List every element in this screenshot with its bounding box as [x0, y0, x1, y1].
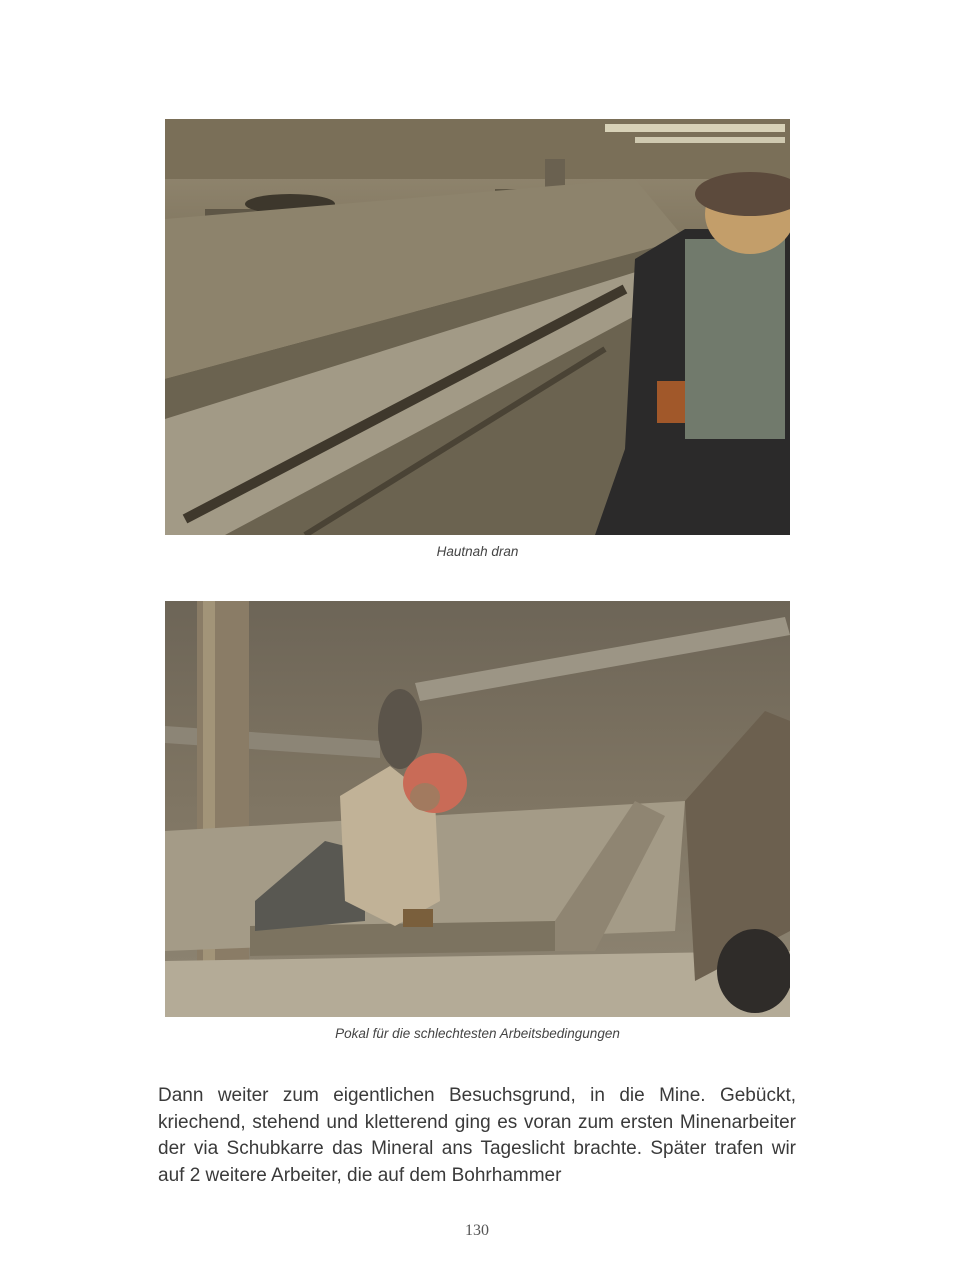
photo-caption: Pokal für die schlechtesten Arbeitsbedingungen: [335, 1026, 620, 1041]
photo-caption: Hautnah dran: [436, 544, 519, 559]
page-number: 130: [465, 1222, 489, 1239]
photo-miner-sludge: [165, 601, 790, 1017]
photo-flotation-machinery: [165, 119, 790, 535]
body-paragraph: Dann weiter zum eigentlichen Besuchsgrund, in die Mine. Gebückt, kriechend, stehend und kletterend ging es voran zum ersten Minenarbeiter der via Schubkarre das Mineral ans Tageslicht brachte. Später trafen wir auf 2 weitere Arbeiter, die auf dem Bohrhammer: [158, 1085, 796, 1186]
